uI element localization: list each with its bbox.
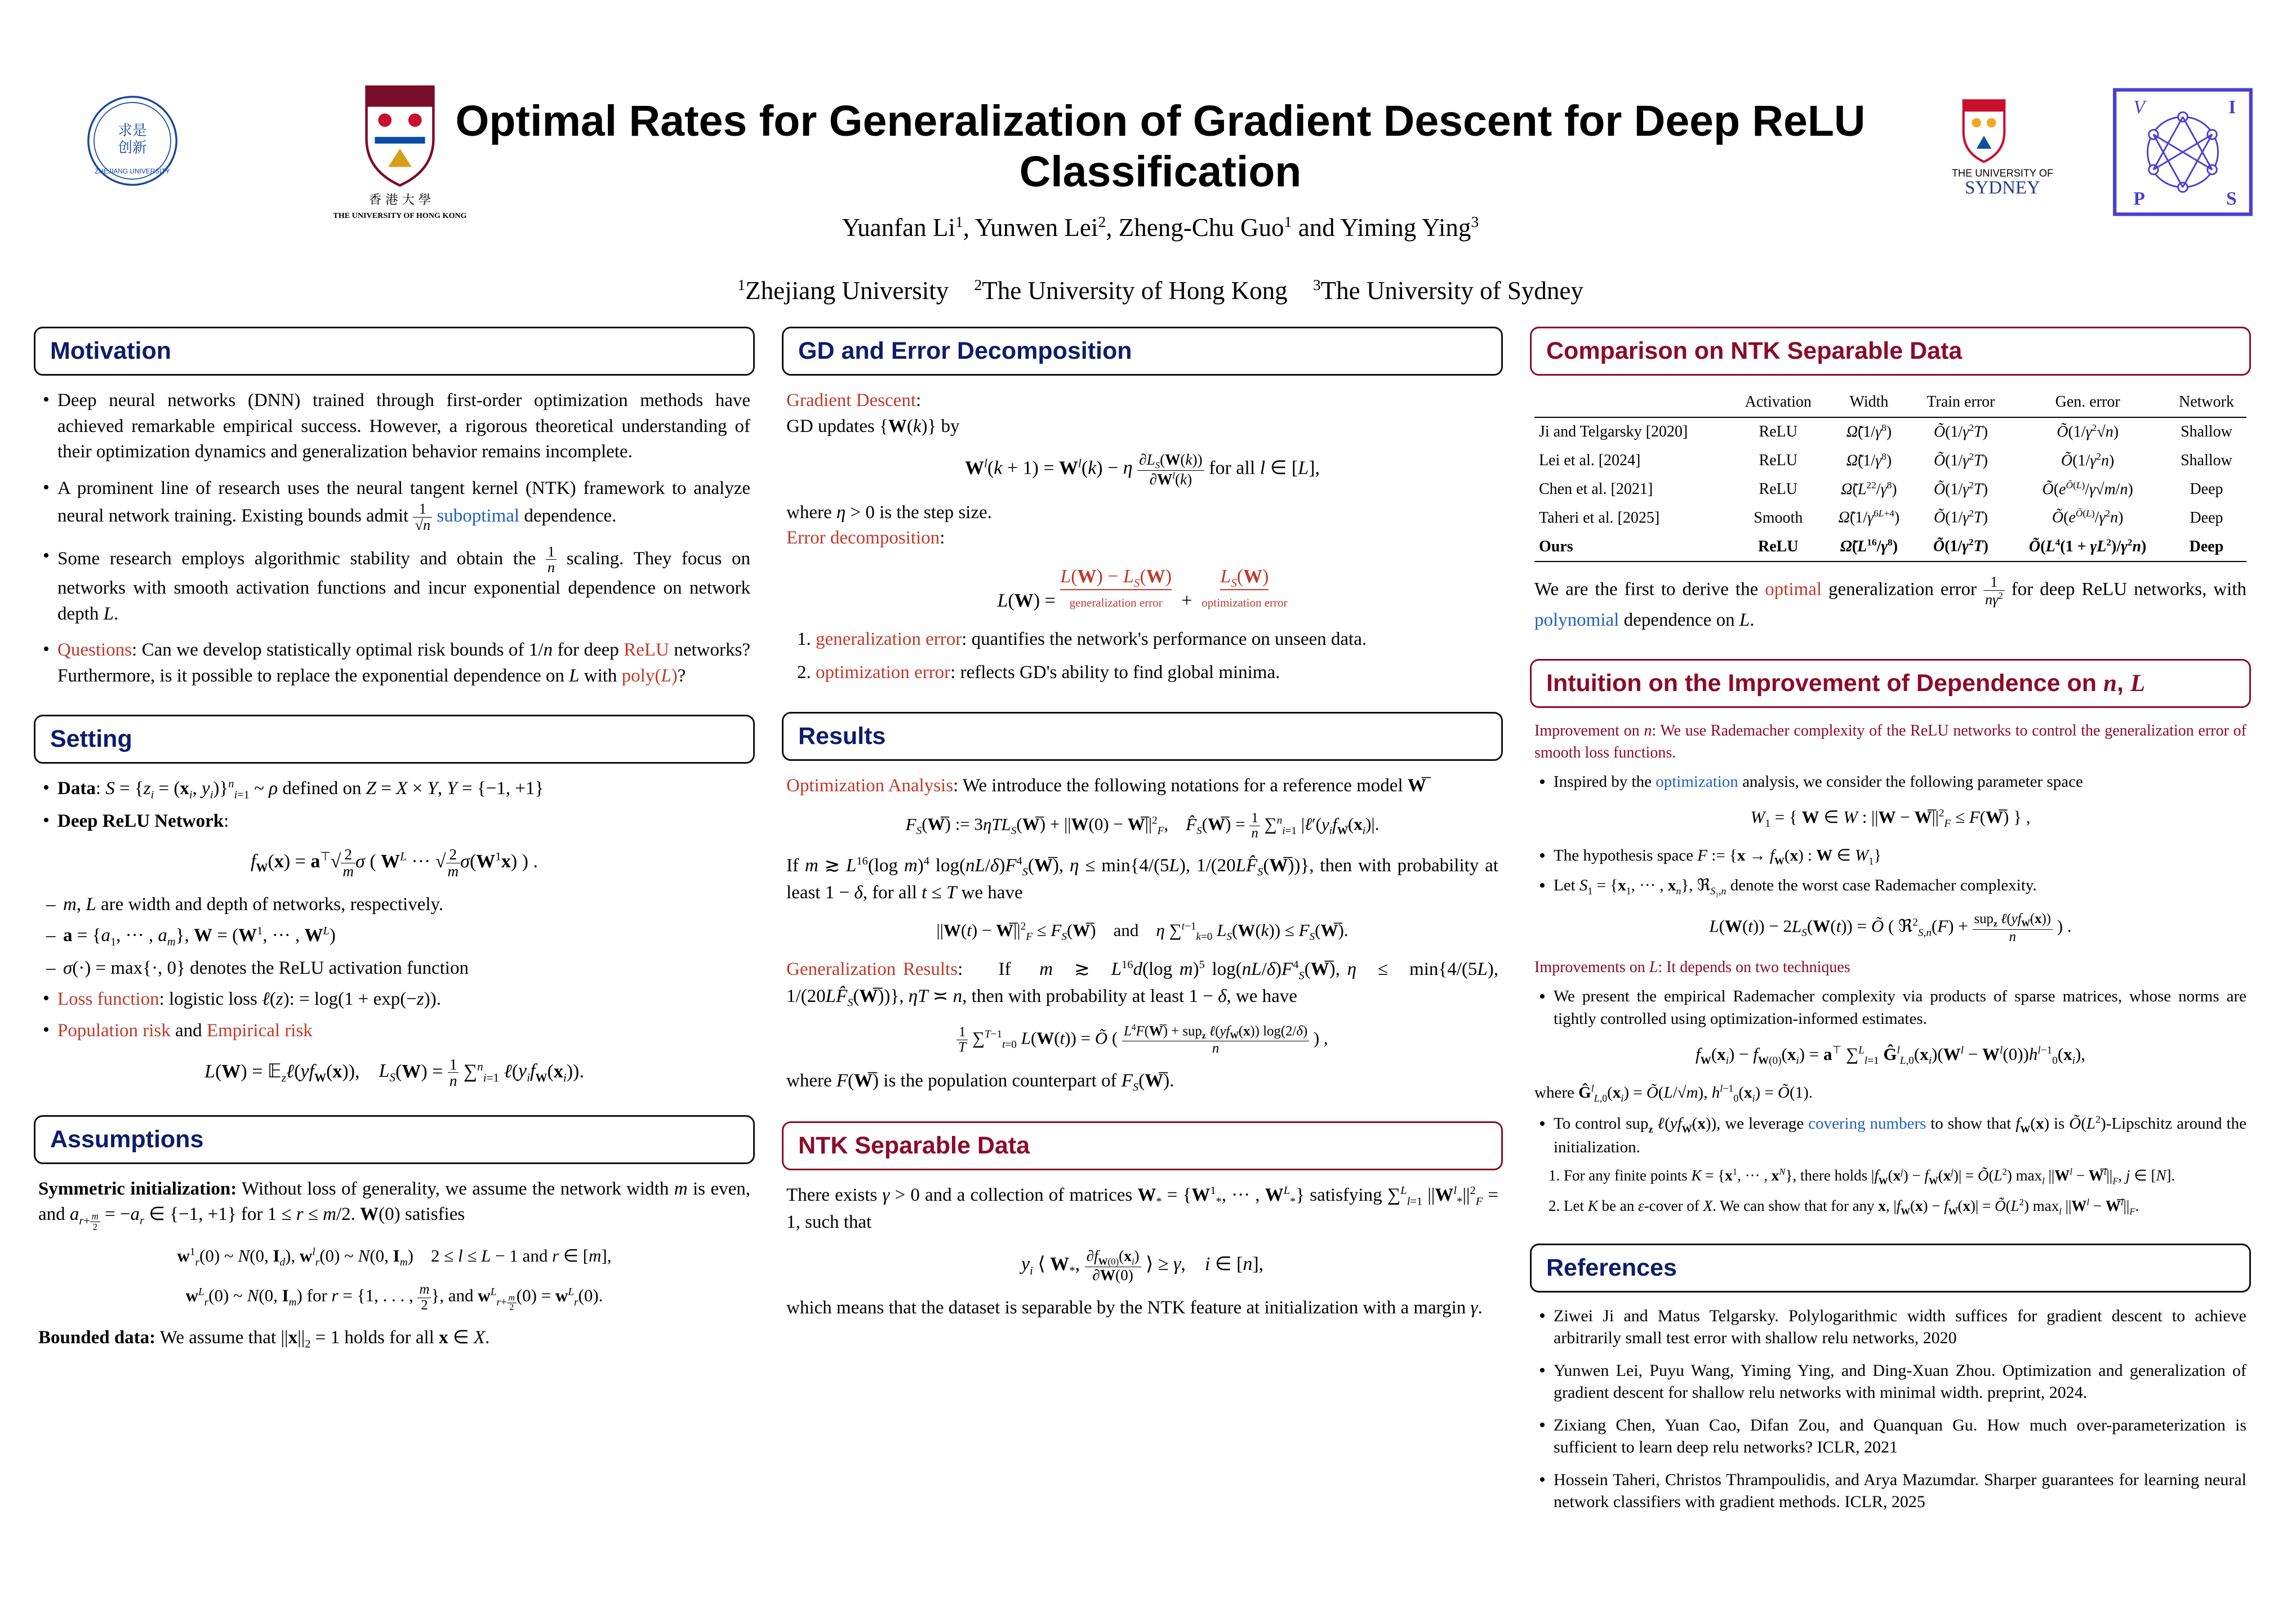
panel-title-assumptions: Assumptions <box>34 1115 755 1164</box>
panel-motivation <box>34 327 755 689</box>
row-network: Shallow <box>2166 417 2246 447</box>
list-item: • Loss function: logistic loss ℓ(z): = log(1 + exp(−z)). <box>38 987 750 1013</box>
setting-top-bullets <box>38 776 750 834</box>
list-item: 1. generalization error: quantifies the network's performance on unseen data. <box>816 627 1498 653</box>
intuition-L-bullet-1: • To control sup$_z$ $\ell(yf_W(x))$, we leverage covering numbers to show that $f_W(x)$ is $Õ(L^2)$-Lipschitz around the initialization. <box>1534 1112 2246 1159</box>
panel-assumptions <box>34 1115 755 1352</box>
row-gen-error: $Õ(L^4(1 + \gamma L^2)/\gamma^2n)$ <box>2009 532 2166 562</box>
row-activation: ReLU <box>1759 480 1797 498</box>
comparison-note: We are the first to derive the optimal generalization error $\frac{1}{n\gamma^2}$ for deep ReLU networks, with polynomial dependence on L. <box>1534 573 2246 630</box>
row-train-error: $Õ(1/\gamma^2T)$ <box>1933 508 1988 527</box>
panel-ntk-separable-data <box>782 1121 1503 1321</box>
decomp-lhs: L(W) = <box>997 590 1056 611</box>
row-activation: ReLU <box>1731 532 1825 562</box>
table-column-header: Gen. error <box>2009 388 2166 417</box>
row-network: Deep <box>2190 509 2223 527</box>
column-right <box>1530 327 2251 1539</box>
results-tail-note: where F(W̅) is the population counterpart of $F_S(W̅)$. <box>786 1071 1174 1094</box>
affiliation-list: $^1$Zhejiang University $^2$The University of Hong Kong $^3$The University of Sydney <box>737 277 1583 305</box>
list-item: • Some research employs algorithmic stability and obtain the $\frac{1}{n}$ scaling. They focus on networks with smooth activation functions and incur exponential dependence on network depth L. <box>38 544 750 627</box>
list-item: 1. For any finite points $K = \{x^1$, ··· , $x^N$}, there holds $|f_W(x^j) - f_W(x^j)|$ = $Õ(L^2)$ $\max_l ||W^l - W^l||_F$, j ∈ [N]. <box>1564 1165 2246 1187</box>
comparison-table <box>1534 388 2246 562</box>
table-row <box>1534 532 2246 562</box>
list-item: • Population risk and Empirical risk <box>38 1018 750 1044</box>
svg-text:THE UNIVERSITY OF HONG KONG: THE UNIVERSITY OF HONG KONG <box>333 211 467 221</box>
svg-text:V: V <box>2133 97 2145 118</box>
row-activation: ReLU <box>1759 451 1797 469</box>
list-item: – m, L are width and depth of networks, respectively. <box>38 892 750 918</box>
column-left <box>34 327 755 1539</box>
list-item: • Questions: Can we develop statistically optimal risk bounds of 1/n for deep ReLU networks? Furthermore, is it possible to replace the exponential dependence on L with poly(L)? <box>38 638 750 689</box>
step-size-note: where η > 0 is the step size. <box>786 502 992 523</box>
comparison-table-head <box>1534 388 2246 417</box>
intuition-n-bullet-1: • The hypothesis space F := {$x \to f_W(x)$ : W ∈ $W_1$} <box>1534 844 2246 868</box>
ntk-tail: which means that the dataset is separable by the NTK feature at initialization with a margin γ. <box>786 1298 1483 1318</box>
table-column-header: Train error <box>1913 388 2009 417</box>
svg-text:香 港 大 學: 香 港 大 學 <box>368 192 431 207</box>
row-reference: Ours <box>1534 532 1731 562</box>
row-reference: Ji and Telgarsky [2020] <box>1534 417 1731 447</box>
row-reference: Taheri et al. [2025] <box>1539 509 1660 527</box>
table-column-header: Activation <box>1731 388 1825 417</box>
setting-network-label: • Deep ReLU Network: <box>38 809 750 835</box>
panel-results <box>782 712 1503 1095</box>
equation-rademacher: $L(W(t)) - 2L_S(W(t))$ = Õ ( ℜ$^2_{S,n}$(F) + $\frac{sup_z \ell(yf_W(x))}{n}$ ) . <box>1709 911 2072 944</box>
equation-init-2: $w^L_r(0)$ ~ N(0, $I_m$) for r = {1, . . . , $\frac{m}{2}$ }, and $w^L_{r+ \frac{m}{2}}$ $(0) = w^L_r(0)$. <box>185 1282 603 1313</box>
reference-list <box>1534 1305 2246 1513</box>
zhejiang-university-logo <box>84 93 180 189</box>
row-gen-error: $Õ(e^{Õ(L)}/\gamma^2n)$ <box>2052 508 2124 527</box>
svg-text:THE UNIVERSITY OF: THE UNIVERSITY OF <box>1951 167 2054 179</box>
author-list: Yuanfan Li$^1$, Yunwen Lei$^2$, Zheng-Chu Guo$^1$ and Yiming Ying$^3$ <box>842 213 1479 242</box>
equation-error-decomposition <box>786 564 1498 614</box>
decomp-plus: + <box>1176 590 1197 611</box>
comparison-table-body <box>1534 417 2246 562</box>
row-activation: ReLU <box>1731 417 1825 447</box>
equation-ntk-margin: $y_i$ ⟨ $W_*$, $\frac{\partial f_{W(0)}(x_i)}{\partial W(0)}$ ⟩ ≥ γ, i ∈ [n], <box>1021 1247 1264 1284</box>
svg-text:ZHEJIANG UNIVERSITY: ZHEJIANG UNIVERSITY <box>95 167 170 175</box>
svg-text:I: I <box>2228 97 2236 118</box>
panel-body-setting <box>34 764 755 1089</box>
error-terms-list <box>786 627 1498 686</box>
row-network: Shallow <box>2181 451 2232 469</box>
svg-text:求是: 求是 <box>118 122 147 139</box>
university-of-sydney-logo <box>1910 99 2095 197</box>
panel-comparison <box>1530 327 2251 633</box>
row-network: Deep <box>2190 480 2223 498</box>
table-row <box>1534 503 2246 532</box>
row-width: $\Omegã(L^{22}/\gamma^8)$ <box>1841 479 1897 498</box>
gradient-descent-label: Gradient Descent: <box>786 390 922 411</box>
row-train-error: $Õ(1/\gamma^2T)$ <box>1933 451 1988 469</box>
assumption-bounded-data: Bounded data: We assume that $||x||_2 = 1$ holds for all x ∈ X. <box>38 1327 490 1351</box>
list-item: • Zixiang Chen, Yuan Cao, Difan Zou, and Quanquan Gu. How much over-parameterization is sufficient to learn deep relu networks? ICLR, 2021 <box>1534 1414 2246 1458</box>
setting-data: • Data: $S = \{z_i = (x_i$, $y_i)\}^n_{i=1}$ ~ ρ defined on Z = X × Y, Y = {−1, +1} <box>38 776 750 803</box>
intuition-L-bullets <box>1534 985 2246 1030</box>
improvement-on-L-label: Improvements on L: It depends on two techniques <box>1534 958 1850 976</box>
panel-body-assumptions <box>34 1164 755 1352</box>
panel-title-gd: GD and Error Decomposition <box>782 327 1503 376</box>
row-train-error: $Õ(1/\gamma^2T)$ <box>1933 479 1988 498</box>
list-item: 2. optimization error: reflects GD's ability to find global minima. <box>816 660 1498 686</box>
panel-title-ntk: NTK Separable Data <box>782 1121 1503 1170</box>
panel-body-gd <box>782 376 1503 686</box>
panel-gd-error-decomposition <box>782 327 1503 686</box>
list-item: • A prominent line of research uses the neural tangent kernel (NTK) framework to analyze neural network training. Existing bounds admit $\frac{1}{√n}$ suboptimal dependence. <box>38 476 750 533</box>
poster-columns <box>34 327 2262 1539</box>
table-column-header: Network <box>2166 388 2246 417</box>
row-width: $\Omegã(1/\gamma^8)$ <box>1825 417 1912 447</box>
panel-setting <box>34 715 755 1089</box>
panel-title-results: Results <box>782 712 1503 761</box>
panel-intuition <box>1530 659 2251 1218</box>
error-decomposition-label: Error decomposition: <box>786 528 945 549</box>
row-reference: Lei et al. [2024] <box>1539 451 1641 469</box>
panel-body-comparison <box>1530 376 2251 633</box>
setting-bottom-bullets <box>38 987 750 1044</box>
list-item: – $a = \{a_1$, ··· , $a_m$}, $W = (W^1$, ··· , $W^L$) <box>38 923 750 950</box>
equation-sparse-products: $f_W(x_i) - f_{W(0)}(x_i) = a^⊤$ ∑$^L_{l=1}$ $Ĝ^l_{L,0}(x_i)(W^l - W^l(0))h^{l-1}_0(x_i)$, <box>1695 1044 2086 1067</box>
table-column-header <box>1534 388 1731 417</box>
results-condition: If m ≳ $L^{16}(\log$ m)$^4$ $\log(nL/\delta)F^4_S(W̅)$, η ≤ min{4/(5L), $1/(20LF̂_S(W̅))$}, then with probability at least 1 − δ, for all t ≤ T we have <box>786 855 1498 903</box>
lipschitz-list <box>1534 1165 2246 1218</box>
table-row <box>1534 475 2246 504</box>
generalization-results-label: Generalization Results: If m ≳ $L^{16}d(\log$ m)$^5$ $\log(nL/\delta)F^4_S(W̅)$, η ≤ min{4/(5L), $1/(20LF̂_S(W̅))$}, ηT ≍ n, then with probability at least 1 − δ, we have <box>786 959 1498 1009</box>
assumption-symmetric-init: Symmetric initialization: Without loss of generality, we assume the network width m is even, and $a_{r+ \frac{m}{2}}$ = $-a_r$ ∈ {−1, +1} for 1 ≤ r ≤ m/2. W(0) satisfies <box>38 1178 750 1232</box>
list-item: • Yunwen Lei, Puyu Wang, Yiming Ying, and Ding-Xuan Zhou. Optimization and generalization of gradient descent for shallow relu networks with minimal width. preprint, 2024. <box>1534 1360 2246 1403</box>
svg-text:P: P <box>2133 188 2145 210</box>
row-train-error: $Õ(1/\gamma^2T)$ <box>1913 417 2009 447</box>
row-activation: Smooth <box>1754 509 1803 527</box>
table-row <box>1534 447 2246 475</box>
panel-references <box>1530 1244 2251 1513</box>
svg-text:S: S <box>2226 188 2237 210</box>
poster-title: Optimal Rates for Generalization of Gradient Descent for Deep ReLU Classification <box>455 97 1866 197</box>
setting-dash-list <box>38 892 750 982</box>
intuition-L-bullet-0: • We present the empirical Rademacher complexity via products of sparse matrices, whose norms are tightly controlled using optimization-informed estimates. <box>1534 985 2246 1030</box>
list-item: • Ziwei Ji and Matus Telgarsky. Polylogarithmic width suffices for gradient descent to achieve arbitrarily small test error with shallow relu networks, 2020 <box>1534 1305 2246 1349</box>
motivation-bullets <box>38 388 750 689</box>
equation-network: $f_W(x) = a^⊤√$ $\frac{2}{m}$ σ ( $W^L$ ··· √ $\frac{2}{m}$ $\sigma(W^1x)$ ) . <box>251 846 538 880</box>
equation-gd-update: $W^l(k + 1) = W^l(k) - \eta$ $\frac{\partial L_S(W(k))}{\partial W^l(k)}$ for all l ∈ [L], <box>965 451 1320 488</box>
svg-text:SYDNEY: SYDNEY <box>1965 177 2040 197</box>
equation-parameter-space: $W_1$ = { W ∈ W : $||W - W̅||^2_F$ ≤ F(W̅) } , <box>1750 807 2031 830</box>
intuition-n-bullet-2: • Let $S_1 = \{x_1$, ··· , $x_n$}, ℜ$_{S_1,n}$ denote the worst case Rademacher complexity. <box>1534 874 2246 900</box>
panel-title-comparison: Comparison on NTK Separable Data <box>1530 327 2251 376</box>
panel-body-references <box>1530 1293 2251 1513</box>
row-width: $\Omegã(1/\gamma^{6L+4})$ <box>1838 508 1900 527</box>
list-item: • Hossein Taheri, Christos Thrampoulidis, and Arya Mazumdar. Sharper guarantees for learning neural network classifiers with gradient methods. ICLR, 2025 <box>1534 1469 2246 1513</box>
row-gen-error: $Õ(1/\gamma^2n)$ <box>2061 451 2115 469</box>
list-item: 2. Let K be an ε-cover of X. We can show that for any x, $|f_W(x) - f_W(x)|$ = $Õ(L^2)$ $\max_l ||W^l - W^l||_F$. <box>1564 1196 2246 1218</box>
decomp-optimization: $L_S(W)$ optimization error <box>1202 565 1288 609</box>
list-item: • Deep neural networks (DNN) trained through first-order optimization methods have achieved remarkable empirical success. However, a rigorous theoretical understanding of their optimization dynamics and generalization behavior remains incomplete. <box>38 388 750 465</box>
panel-body-motivation <box>34 376 755 689</box>
equation-init-1: $w^1_r(0)$ ~ N(0, $I_d$), $w^l_r(0)$ ~ N(0, $I_m$) 2 ≤ l ≤ L − 1 and r ∈ [m], <box>177 1245 612 1268</box>
row-network: Deep <box>2166 532 2246 562</box>
intuition-n-bullet-0: • Inspired by the optimization analysis, we consider the following parameter space <box>1534 770 2246 793</box>
panel-title-references: References <box>1530 1244 2251 1293</box>
equation-FS: $F_S(W̅)$ := 3ηTL$_S$(W̅) + $||W(0) - W̅||^2_F$, $F̂_S(W̅)$ = $\frac{1}{n}$ ∑$^n_{i=1}$ $|\ell'(y_if_W(x_i)|$. <box>905 810 1380 841</box>
poster-header <box>34 23 2262 305</box>
table-row <box>1534 417 2246 447</box>
panel-body-ntk <box>782 1170 1503 1321</box>
row-gen-error: $Õ(e^{Õ(L)}/\gamma√m/n)$ <box>2042 479 2133 498</box>
panel-body-intuition <box>1530 708 2251 1218</box>
list-item: – σ(·) = max{·, 0} denotes the ReLU activation function <box>38 956 750 982</box>
row-train-error: $Õ(1/\gamma^2T)$ <box>1913 532 2009 562</box>
panel-title-motivation: Motivation <box>34 327 755 376</box>
intuition-n-bullets <box>1534 770 2246 793</box>
table-column-header: Width <box>1825 388 1912 417</box>
row-width: $\Omegã(L^{16}/\gamma^8)$ <box>1825 532 1912 562</box>
panel-title-intuition: Intuition on the Improvement of Dependence on n, L <box>1530 659 2251 708</box>
improvement-on-n-label: Improvement on n: We use Rademacher complexity of the ReLU networks to control the generalization error of smooth loss functions. <box>1534 722 2247 761</box>
row-gen-error: $Õ(1/\gamma^2√n)$ <box>2009 417 2166 447</box>
ntk-intro: There exists γ > 0 and a collection of matrices $W_* = \{W^1_*$, ··· , $W^L_*$} satisfying ∑$^L_{l=1}$ $||W^l_*||^2_F = 1$, such that <box>786 1184 1499 1232</box>
column-middle <box>782 327 1503 1539</box>
equation-risks: $L(W) = 𝔼_z\ell(yf_W(x))$, $L_S(W)$ = $\frac{1}{n}$ ∑$^n_{i=1}$ $\ell(y_if_W(x_i))$. <box>204 1055 584 1090</box>
equation-generalization-bound: $\frac{1}{T}$ ∑$^{T-1}_{t=0}$ L(W(t)) = Õ ( $\frac{L^4F(W̅) + sup_z \ell(yf_W(x)) \log(2/\delta)}{n}$ ) , <box>786 1023 1498 1056</box>
equation-optimization-bounds: $||W(t) - W̅||^2_F$ ≤ $F_S(W̅)$ and η ∑$^{t-1}_{k=0}$ $L_S(W(k))$ ≤ $F_S(W̅)$. <box>936 920 1349 943</box>
neurips-logo <box>2112 87 2253 217</box>
gradient-descent-text: GD updates {W(k)} by <box>786 416 960 436</box>
intuition-L-bullets-2 <box>1534 1112 2246 1159</box>
optimization-analysis-label: Optimization Analysis: We introduce the following notations for a reference model W <box>786 775 1426 796</box>
row-width: $\Omegã(1/\gamma^8)$ <box>1846 451 1892 469</box>
decomp-generalization: $L(W) - L_S(W)$ generalization error <box>1060 565 1172 609</box>
sparse-where-note: where $Ĝ^l_{L,0}(x_i)$ = Õ(L/√m), $h^{l-1}_0(x_i)$ = Õ(1). <box>1534 1082 1813 1104</box>
row-reference: Chen et al. [2021] <box>1539 480 1653 498</box>
intuition-n-bullets-2 <box>1534 844 2246 899</box>
panel-body-results <box>782 761 1503 1095</box>
table-header-row <box>1534 388 2246 417</box>
panel-title-setting: Setting <box>34 715 755 764</box>
svg-text:创新: 创新 <box>118 139 147 157</box>
